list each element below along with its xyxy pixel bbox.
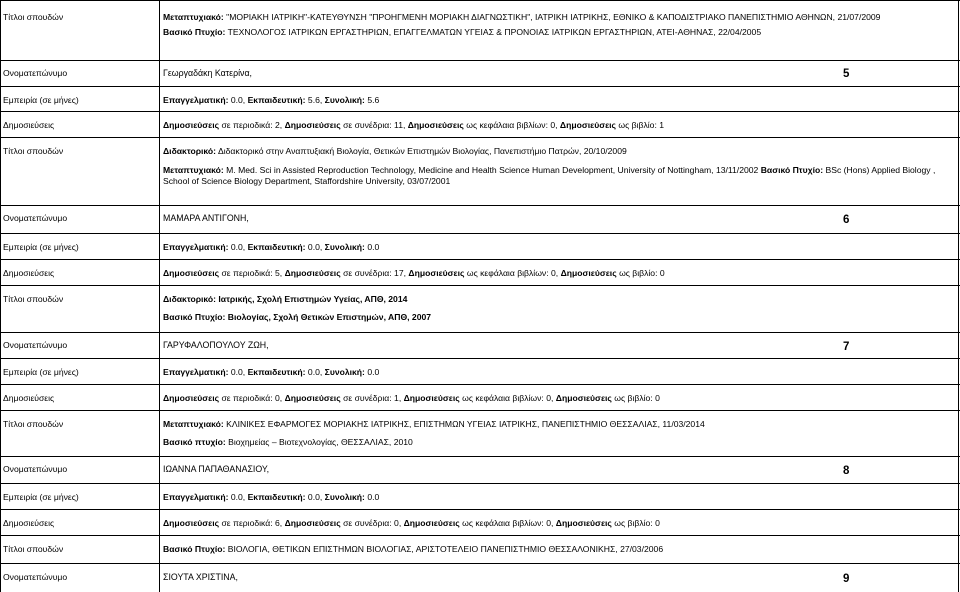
exp-teaching-value: 5.6, — [307, 95, 323, 105]
pub-journals-label: σε περιοδικά: — [221, 518, 273, 528]
pub-chapters-label: ως κεφάλαια βιβλίων: — [466, 120, 548, 130]
pub-word: Δημοσιεύσεις — [284, 268, 341, 278]
pub-chapters-value: 0, — [551, 268, 559, 278]
name-label: Ονοματεπώνυμο — [3, 464, 68, 474]
title-prefix: Μεταπτυχιακό: — [163, 12, 224, 22]
pub-conferences-label: σε συνέδρια: — [343, 268, 392, 278]
pub-book-value: 0 — [659, 268, 665, 278]
pub-conferences-value: 17, — [394, 268, 406, 278]
table-border-left — [0, 0, 1, 592]
title-prefix: Διδακτορικό: — [163, 294, 217, 304]
pub-word: Δημοσιεύσεις — [408, 268, 465, 278]
publications-label: Δημοσιεύσεις — [3, 393, 55, 403]
title-prefix: Βασικό Πτυχίο: — [163, 312, 226, 322]
candidate-number: 8 — [843, 465, 850, 477]
pub-journals-label: σε περιοδικά: — [221, 268, 273, 278]
pub-journals-value: 0, — [275, 393, 283, 403]
exp-total-label: Συνολική: — [324, 95, 365, 105]
pub-book-value: 0 — [655, 393, 660, 403]
publications-values — [163, 120, 958, 130]
pub-chapters-label: ως κεφάλαια βιβλίων: — [462, 518, 544, 528]
exp-total-label: Συνολική: — [324, 492, 365, 502]
title-prefix: Διδακτορικό: — [163, 146, 217, 156]
candidate-name: Γεωργαδάκη Κατερίνα, — [163, 68, 252, 78]
titles-line — [163, 544, 958, 554]
publications-values — [163, 518, 958, 528]
title-text: Ιατρικής, Σχολή Επιστημών Υγείας, ΑΠΘ, 2014 — [218, 294, 408, 304]
candidate-name: ΓΑΡΥΦΑΛΟΠΟΥΛΟΥ ΖΩΗ, — [163, 340, 269, 350]
pub-word: Δημοσιεύσεις — [403, 393, 460, 403]
pub-journals-value: 5, — [275, 268, 283, 278]
pub-chapters-value: 0, — [546, 518, 554, 528]
publications-label: Δημοσιεύσεις — [3, 268, 55, 278]
pub-chapters-value: 0, — [550, 120, 558, 130]
candidate-number: 9 — [843, 573, 850, 585]
experience-values — [163, 367, 958, 377]
exp-teaching-value: 0.0, — [307, 367, 323, 377]
pub-word: Δημοσιεύσεις — [559, 120, 617, 130]
title-text: Διδακτορικό στην Αναπτυξιακή Βιολογία, Θετικών Επιστημών Βιολογίας, Πανεπιστήμιο Πατρών, 20/10/2009 — [217, 146, 627, 156]
row-divider — [0, 233, 960, 234]
titles-label: Τίτλοι σπουδών — [3, 294, 64, 304]
titles-line — [163, 294, 958, 304]
exp-professional-value: 0.0, — [230, 242, 246, 252]
exp-total-value: 5.6 — [367, 95, 380, 105]
name-label: Ονοματεπώνυμο — [3, 213, 68, 223]
titles-label: Τίτλοι σπουδών — [3, 146, 64, 156]
pub-word: Δημοσιεύσεις — [407, 120, 464, 130]
titles-line — [163, 419, 958, 429]
pub-journals-label: σε περιοδικά: — [221, 393, 273, 403]
exp-professional-value: 0.0, — [230, 95, 246, 105]
row-divider — [0, 259, 960, 260]
pub-word: Δημοσιεύσεις — [560, 268, 617, 278]
experience-values — [163, 242, 958, 252]
pub-book-value: 0 — [655, 518, 660, 528]
exp-professional-label: Επαγγελματική: — [163, 95, 229, 105]
titles-line — [163, 437, 958, 447]
title-prefix: Βασικό Πτυχίο: — [163, 544, 226, 554]
pub-conferences-value: 0, — [394, 518, 402, 528]
row-divider — [0, 332, 960, 333]
exp-total-value: 0.0 — [367, 242, 380, 252]
publications-label: Δημοσιεύσεις — [3, 518, 55, 528]
experience-label: Εμπειρία (σε μήνες) — [3, 492, 79, 502]
row-divider — [0, 205, 960, 206]
pub-conferences-label: σε συνέδρια: — [343, 518, 392, 528]
column-divider — [159, 0, 160, 592]
exp-teaching-label: Εκπαιδευτική: — [247, 492, 306, 502]
name-label: Ονοματεπώνυμο — [3, 340, 68, 350]
publications-label: Δημοσιεύσεις — [3, 120, 55, 130]
title-text: Βιολογίας, Σχολή Θετικών Επιστημών, ΑΠΘ, 2007 — [227, 312, 432, 322]
titles-line — [163, 146, 958, 156]
exp-teaching-label: Εκπαιδευτική: — [247, 95, 306, 105]
table-border-right — [958, 0, 959, 592]
row-divider — [0, 535, 960, 536]
pub-chapters-label: ως κεφάλαια βιβλίων: — [462, 393, 544, 403]
pub-word: Δημοσιεύσεις — [284, 120, 341, 130]
pub-word: Δημοσιεύσεις — [284, 393, 341, 403]
exp-total-label: Συνολική: — [324, 367, 365, 377]
row-divider — [0, 358, 960, 359]
exp-professional-value: 0.0, — [230, 367, 246, 377]
row-divider — [0, 384, 960, 385]
exp-total-value: 0.0 — [367, 492, 380, 502]
title-text: Βιοχημείας – Βιοτεχνολογίας, ΘΕΣΣΑΛΙΑΣ, 2010 — [228, 437, 413, 447]
pub-book-label: ως βιβλίο: — [618, 120, 657, 130]
titles-line — [163, 12, 958, 22]
experience-values — [163, 95, 958, 105]
name-label: Ονοματεπώνυμο — [3, 572, 68, 582]
title-prefix: Μεταπτυχιακό: — [163, 165, 224, 175]
pub-book-label: ως βιβλίο: — [619, 268, 658, 278]
experience-label: Εμπειρία (σε μήνες) — [3, 95, 79, 105]
pub-book-label: ως βιβλίο: — [614, 393, 653, 403]
title-text: ΤΕΧΝΟΛΟΓΟΣ ΙΑΤΡΙΚΩΝ ΕΡΓΑΣΤΗΡΙΩΝ, ΕΠΑΓΓΕΛΜΑΤΩΝ ΥΓΕΙΑΣ & ΠΡΟΝΟΙΑΣ ΙΑΤΡΙΚΩΝ ΕΡΓΑΣΤΗΡΙΩΝ, ΑΤΕΙ-ΑΘΗΝΑΣ, 22/04/2005 — [227, 27, 762, 37]
pub-word: Δημοσιεύσεις — [403, 518, 460, 528]
candidate-number: 6 — [843, 214, 850, 226]
exp-professional-value: 0.0, — [230, 492, 246, 502]
pub-word: Δημοσιεύσεις — [555, 518, 612, 528]
pub-journals-label: σε περιοδικά: — [221, 120, 273, 130]
row-divider — [0, 0, 960, 1]
exp-professional-label: Επαγγελματική: — [163, 492, 229, 502]
exp-professional-label: Επαγγελματική: — [163, 242, 229, 252]
titles-line — [163, 165, 958, 187]
titles-line — [163, 312, 958, 322]
title-text: ΚΛΙΝΙΚΕΣ ΕΦΑΡΜΟΓΕΣ ΜΟΡΙΑΚΗΣ ΙΑΤΡΙΚΗΣ, ΕΠΙΣΤΗΜΩΝ ΥΓΕΙΑΣ ΙΑΤΡΙΚΗΣ, ΠΑΝΕΠΙΣΤΗΜΙΟ ΘΕΣΣΑΛΙΑΣ, 11/03/2014 — [226, 419, 705, 429]
exp-teaching-value: 0.0, — [307, 492, 323, 502]
titles-label: Τίτλοι σπουδών — [3, 419, 64, 429]
titles-line — [163, 27, 958, 37]
pub-chapters-value: 0, — [546, 393, 554, 403]
pub-book-label: ως βιβλίο: — [614, 518, 653, 528]
pub-word: Δημοσιεύσεις — [163, 393, 220, 403]
exp-teaching-value: 0.0, — [307, 242, 323, 252]
candidate-number: 5 — [843, 68, 850, 80]
exp-teaching-label: Εκπαιδευτική: — [247, 242, 306, 252]
publications-values — [163, 393, 958, 403]
pub-word: Δημοσιεύσεις — [163, 120, 220, 130]
row-divider — [0, 285, 960, 286]
exp-total-value: 0.0 — [367, 367, 380, 377]
title-text: "ΜΟΡΙΑΚΗ ΙΑΤΡΙΚΗ"-ΚΑΤΕΥΘΥΝΣΗ "ΠΡΟΗΓΜΕΝΗ ΜΟΡΙΑΚΗ ΔΙΑΓΝΩΣΤΙΚΗ", ΙΑΤΡΙΚΗ ΙΑΤΡΙΚΗΣ, ΕΘΝΙΚΟ & ΚΑΠΟΔΙΣΤΡΙΑΚΟ ΠΑΝΕΠΙΣΤΗΜΙΟ ΑΘΗΝΩΝ, 21/07/2009 — [226, 12, 881, 22]
title-prefix: Βασικό πτυχίο: — [163, 437, 226, 447]
pub-word: Δημοσιεύσεις — [163, 268, 220, 278]
title-prefix: Μεταπτυχιακό: — [163, 419, 224, 429]
experience-label: Εμπειρία (σε μήνες) — [3, 367, 79, 377]
pub-conferences-value: 1, — [394, 393, 402, 403]
row-divider — [0, 86, 960, 87]
row-divider — [0, 483, 960, 484]
pub-conferences-label: σε συνέδρια: — [343, 120, 392, 130]
titles-label: Τίτλοι σπουδών — [3, 12, 64, 22]
row-divider — [0, 509, 960, 510]
exp-professional-label: Επαγγελματική: — [163, 367, 229, 377]
row-divider — [0, 456, 960, 457]
row-divider — [0, 137, 960, 138]
pub-journals-value: 2, — [275, 120, 283, 130]
pub-word: Δημοσιεύσεις — [555, 393, 612, 403]
pub-conferences-label: σε συνέδρια: — [343, 393, 392, 403]
row-divider — [0, 60, 960, 61]
pub-conferences-value: 11, — [394, 120, 406, 130]
publications-values — [163, 268, 958, 278]
titles-label: Τίτλοι σπουδών — [3, 544, 64, 554]
row-divider — [0, 410, 960, 411]
title-text: M. Med. Sci in Assisted Reproduction Technology, Medicine and Health Science Human Development, University of Nottingham, 13/11/2002 — [226, 165, 759, 175]
exp-teaching-label: Εκπαιδευτική: — [247, 367, 306, 377]
title-text: BSc (Hons) Applied Biology , School of Science Biology Department, Staffordshire University, 03/07/2001 — [163, 165, 936, 186]
candidate-number: 7 — [843, 341, 850, 353]
pub-journals-value: 6, — [275, 518, 283, 528]
exp-total-label: Συνολική: — [324, 242, 365, 252]
candidate-name: ΜΑΜΑΡΑ ΑΝΤΙΓΟΝΗ, — [163, 213, 249, 223]
pub-word: Δημοσιεύσεις — [163, 518, 220, 528]
pub-book-value: 1 — [659, 120, 665, 130]
pub-chapters-label: ως κεφάλαια βιβλίων: — [466, 268, 549, 278]
pub-word: Δημοσιεύσεις — [284, 518, 341, 528]
candidate-name: ΙΩΑΝΝΑ ΠΑΠΑΘΑΝΑΣΙΟΥ, — [163, 464, 270, 474]
row-divider — [0, 563, 960, 564]
name-label: Ονοματεπώνυμο — [3, 68, 68, 78]
experience-values — [163, 492, 958, 502]
title-text: ΒΙΟΛΟΓΙΑ, ΘΕΤΙΚΩΝ ΕΠΙΣΤΗΜΩΝ ΒΙΟΛΟΓΙΑΣ, ΑΡΙΣΤΟΤΕΛΕΙΟ ΠΑΝΕΠΙΣΤΗΜΙΟ ΘΕΣΣΑΛΟΝΙΚΗΣ, 27/03/2006 — [227, 544, 664, 554]
title-prefix: Βασικό Πτυχίο: — [163, 27, 226, 37]
candidate-name: ΣΙΟΥΤΑ ΧΡΙΣΤΙΝΑ, — [163, 572, 238, 582]
experience-label: Εμπειρία (σε μήνες) — [3, 242, 79, 252]
title-prefix: Βασικό Πτυχίο: — [760, 165, 824, 175]
row-divider — [0, 111, 960, 112]
